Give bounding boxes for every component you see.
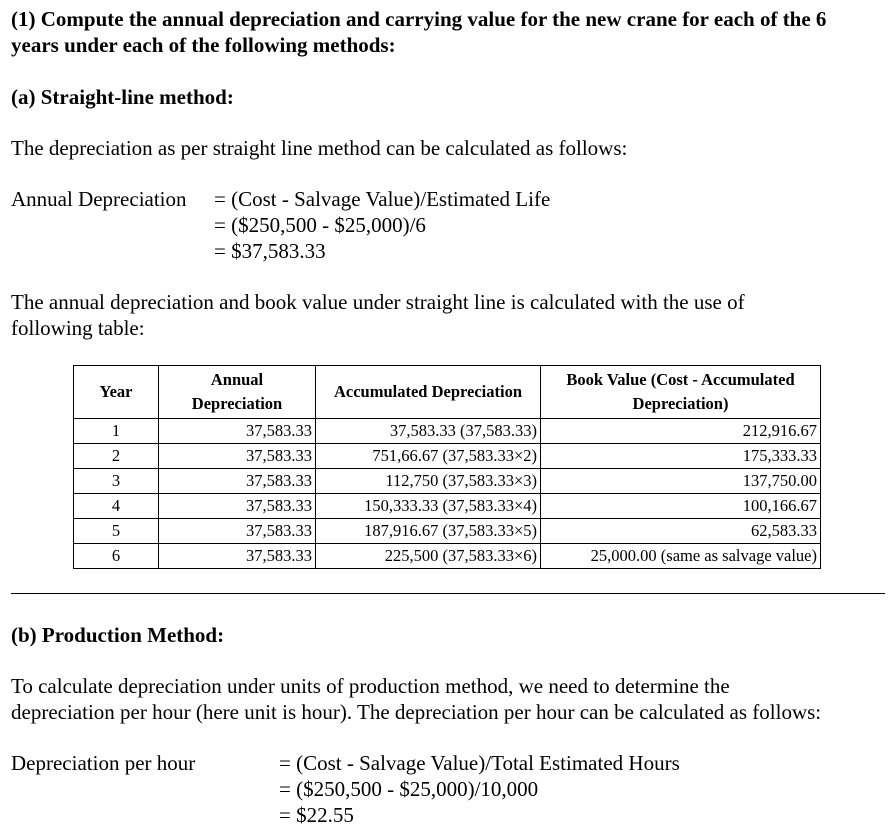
straight-line-formula — [11, 186, 550, 264]
header-year: Year — [74, 366, 159, 419]
cell-annual: 37,583.33 — [159, 469, 316, 494]
table-row — [74, 519, 821, 544]
cell-accumulated: 187,916.67 (37,583.33×5) — [316, 519, 541, 544]
cell-year: 1 — [74, 419, 159, 444]
cell-accumulated: 225,500 (37,583.33×6) — [316, 544, 541, 569]
straight-line-intro: The depreciation as per straight line method can be calculated as follows: — [11, 136, 628, 160]
table-row — [74, 444, 821, 469]
cell-annual: 37,583.33 — [159, 544, 316, 569]
cell-accumulated: 751,66.67 (37,583.33×2) — [316, 444, 541, 469]
cell-annual: 37,583.33 — [159, 444, 316, 469]
cell-year: 3 — [74, 469, 159, 494]
cell-year: 4 — [74, 494, 159, 519]
table-row — [74, 419, 821, 444]
formula-line: = $37,583.33 — [214, 239, 326, 263]
cell-book-value: 212,916.67 — [541, 419, 821, 444]
header-annual-line-2: Depreciation — [191, 394, 283, 413]
header-book-line-2: Depreciation) — [632, 394, 729, 413]
production-formula — [11, 750, 680, 828]
table-intro-line-1: The annual depreciation and book value under straight line is calculated with the use of — [11, 290, 745, 314]
straight-line-heading: (a) Straight-line method: — [11, 85, 234, 109]
table-row — [74, 469, 821, 494]
header-annual-line-1: Annual — [210, 370, 264, 389]
formula-line: = (Cost - Salvage Value)/Estimated Life — [214, 187, 551, 211]
table-row — [74, 494, 821, 519]
cell-book-value: 175,333.33 — [541, 444, 821, 469]
formula-label: Depreciation per hour — [11, 751, 196, 775]
cell-year: 6 — [74, 544, 159, 569]
production-heading: (b) Production Method: — [11, 623, 225, 647]
cell-accumulated: 112,750 (37,583.33×3) — [316, 469, 541, 494]
cell-year: 5 — [74, 519, 159, 544]
header-accumulated-depreciation: Accumulated Depreciation — [316, 366, 541, 419]
production-intro-line-1: To calculate depreciation under units of production method, we need to determine the — [11, 674, 730, 698]
cell-book-value: 100,166.67 — [541, 494, 821, 519]
question-line-2: years under each of the following methods: — [11, 33, 396, 57]
header-book-value — [541, 366, 821, 419]
depreciation-table — [73, 365, 821, 569]
cell-book-value: 137,750.00 — [541, 469, 821, 494]
cell-annual: 37,583.33 — [159, 494, 316, 519]
cell-year: 2 — [74, 444, 159, 469]
cell-book-value: 62,583.33 — [541, 519, 821, 544]
formula-line: = $22.55 — [279, 803, 354, 827]
formula-line: = ($250,500 - $25,000)/6 — [214, 213, 426, 237]
cell-book-value: 25,000.00 (same as salvage value) — [541, 544, 821, 569]
cell-accumulated: 150,333.33 (37,583.33×4) — [316, 494, 541, 519]
header-annual-depreciation — [159, 366, 316, 419]
production-intro-line-2: depreciation per hour (here unit is hour). The depreciation per hour can be calculated as follows: — [11, 700, 822, 724]
table-header-row — [74, 366, 821, 419]
cell-accumulated: 37,583.33 (37,583.33) — [316, 419, 541, 444]
header-book-line-1: Book Value (Cost - Accumulated — [566, 370, 795, 389]
cell-annual: 37,583.33 — [159, 419, 316, 444]
formula-label: Annual Depreciation — [11, 187, 187, 211]
formula-line: = (Cost - Salvage Value)/Total Estimated Hours — [279, 751, 680, 775]
cell-annual: 37,583.33 — [159, 519, 316, 544]
table-row — [74, 544, 821, 569]
formula-line: = ($250,500 - $25,000)/10,000 — [279, 777, 539, 801]
table-intro-line-2: following table: — [11, 316, 145, 340]
question-line-1: (1) Compute the annual depreciation and carrying value for the new crane for each of the 6 — [11, 7, 827, 31]
section-divider — [11, 593, 885, 594]
